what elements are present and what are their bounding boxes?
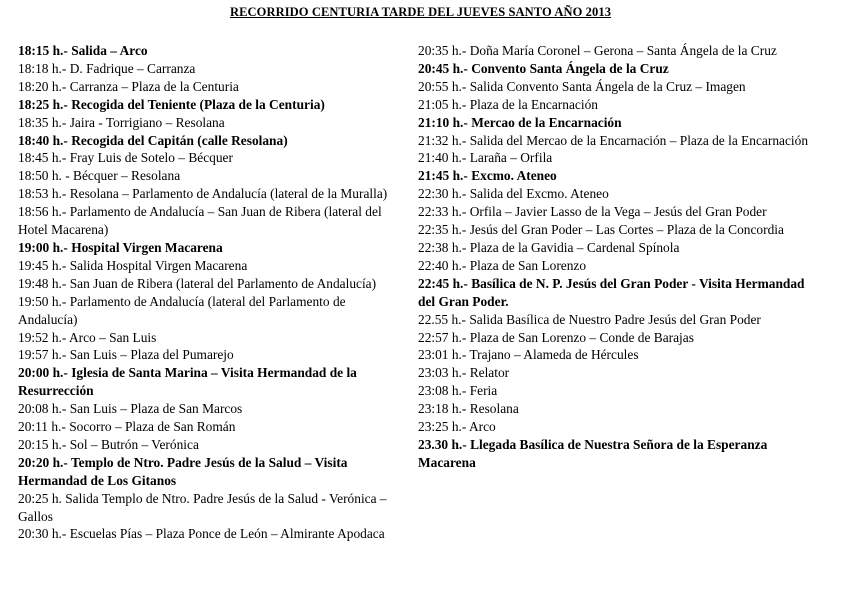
schedule-entry: 18:35 h.- Jaira - Torrigiano – Resolana	[18, 114, 225, 130]
schedule-entry: 22.55 h.- Salida Basílica de Nuestro Padre Jesús del Gran Poder	[418, 311, 761, 327]
schedule-entry: 22:30 h.- Salida del Excmo. Ateneo	[418, 186, 609, 202]
schedule-entry: 18:50 h. - Bécquer – Resolana	[18, 168, 181, 184]
schedule-stop-heading: 20:20 h.- Templo de Ntro. Padre Jesús de la Salud – Visita Hermandad de Los Gitanos	[18, 454, 348, 488]
schedule-stop-heading: 21:45 h.- Excmo. Ateneo	[418, 168, 557, 184]
right-column	[418, 42, 818, 472]
schedule-entry: 22:40 h.- Plaza de San Lorenzo	[418, 257, 587, 273]
schedule-stop-heading: 21:10 h.- Mercao de la Encarnación	[418, 114, 622, 130]
schedule-entry: 23:18 h.- Resolana	[418, 401, 519, 417]
schedule-entry: 22:38 h.- Plaza de la Gavidia – Cardenal Spínola	[418, 239, 680, 255]
schedule-entry: 18:53 h.- Resolana – Parlamento de Andalucía (lateral de la Muralla)	[18, 186, 388, 202]
schedule-stop-heading: 20:00 h.- Iglesia de Santa Marina – Visita Hermandad de la Resurrección	[18, 365, 357, 399]
schedule-entry: 20:35 h.- Doña María Coronel – Gerona – Santa Ángela de la Cruz	[418, 43, 777, 58]
schedule-entry: 21:05 h.- Plaza de la Encarnación	[418, 96, 598, 112]
schedule-entry: 23:01 h.- Trajano – Alameda de Hércules	[418, 347, 639, 363]
schedule-stop-heading: 23.30 h.- Llegada Basílica de Nuestra Señora de la Esperanza Macarena	[418, 436, 768, 470]
schedule-entry: 19:52 h.- Arco – San Luis	[18, 329, 157, 345]
schedule-entry: 23:25 h.- Arco	[418, 419, 496, 435]
schedule-entry: 20:15 h.- Sol – Butrón – Verónica	[18, 436, 199, 452]
schedule-entry: 20:25 h. Salida Templo de Ntro. Padre Jesús de la Salud - Verónica – Gallos	[18, 490, 387, 524]
schedule-entry: 23:08 h.- Feria	[418, 383, 498, 399]
schedule-entry: 18:18 h.- D. Fadrique – Carranza	[18, 60, 196, 76]
schedule-entry: 21:40 h.- Laraña – Orfila	[418, 150, 553, 166]
schedule-entry: 19:48 h.- San Juan de Ribera (lateral del Parlamento de Andalucía)	[18, 275, 377, 291]
schedule-entry: 22:33 h.- Orfila – Javier Lasso de la Vega – Jesús del Gran Poder	[418, 204, 767, 220]
schedule-entry: 19:45 h.- Salida Hospital Virgen Macarena	[18, 257, 248, 273]
schedule-stop-heading: 20:45 h.- Convento Santa Ángela de la Cruz	[418, 60, 669, 76]
schedule-entry: 20:55 h.- Salida Convento Santa Ángela de la Cruz – Imagen	[418, 78, 746, 94]
schedule-entry: 19:57 h.- San Luis – Plaza del Pumarejo	[18, 347, 234, 363]
schedule-stop-heading: 18:15 h.- Salida – Arco	[18, 43, 148, 58]
schedule-entry: 18:45 h.- Fray Luis de Sotelo – Bécquer	[18, 150, 233, 166]
schedule-entry: 23:03 h.- Relator	[418, 365, 510, 381]
schedule-entry: 20:30 h.- Escuelas Pías – Plaza Ponce de León – Almirante Apodaca	[18, 526, 385, 542]
schedule-entry: 20:08 h.- San Luis – Plaza de San Marcos	[18, 401, 243, 417]
document-title: RECORRIDO CENTURIA TARDE DEL JUEVES SANTO AÑO 2013	[229, 5, 612, 19]
schedule-entry: 18:56 h.- Parlamento de Andalucía – San Juan de Ribera (lateral del Hotel Macarena)	[18, 204, 382, 238]
schedule-stop-heading: 18:40 h.- Recogida del Capitán (calle Resolana)	[18, 132, 288, 148]
schedule-stop-heading: 19:00 h.- Hospital Virgen Macarena	[18, 239, 223, 255]
schedule-stop-heading: 22:45 h.- Basílica de N. P. Jesús del Gran Poder - Visita Hermandad del Gran Poder.	[418, 275, 805, 309]
schedule-entry: 21:32 h.- Salida del Mercao de la Encarnación – Plaza de la Encarnación	[418, 132, 809, 148]
schedule-entry: 22:35 h.- Jesús del Gran Poder – Las Cortes – Plaza de la Concordia	[418, 222, 784, 238]
schedule-entry: 19:50 h.- Parlamento de Andalucía (lateral del Parlamento de Andalucía)	[18, 293, 346, 327]
schedule-entry: 22:57 h.- Plaza de San Lorenzo – Conde de Barajas	[418, 329, 694, 345]
left-column	[18, 42, 398, 543]
schedule-entry: 20:11 h.- Socorro – Plaza de San Román	[18, 419, 236, 435]
schedule-stop-heading: 18:25 h.- Recogida del Teniente (Plaza de la Centuria)	[18, 96, 325, 112]
schedule-entry: 18:20 h.- Carranza – Plaza de la Centuria	[18, 78, 239, 94]
